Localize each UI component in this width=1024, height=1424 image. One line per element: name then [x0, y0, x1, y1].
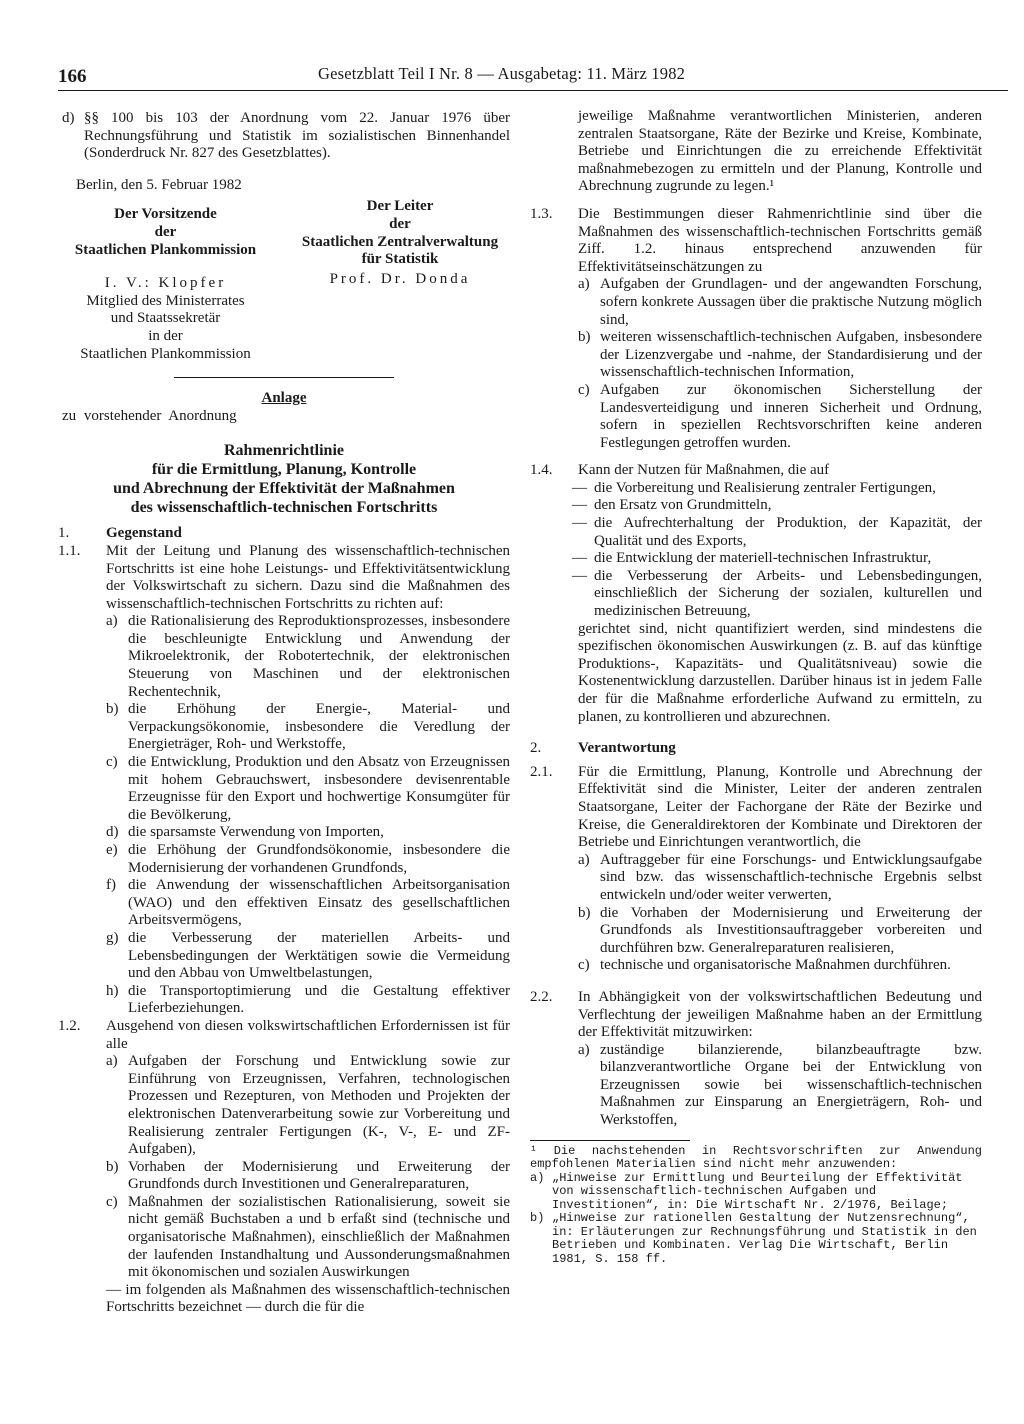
- item-text: die Entwicklung der materiell-technischen Infrastruktur,: [594, 550, 932, 567]
- list-item: [572, 515, 982, 550]
- item-label: —: [572, 479, 587, 496]
- item-text: die Erhöhung der Grundfondsökonomie, insbesondere die Modernisierung der vorhandenen Grundfonds,: [128, 842, 510, 876]
- paragraph-number: 2.1.: [530, 763, 553, 780]
- paragraph-number: 1.3.: [530, 205, 553, 222]
- paragraph-text: In Abhängigkeit von der volkswirtschaftlichen Bedeutung und Verflechtung der jeweiligen Maßnahme haben an der Ermittlung der Effektivität mitzuwirken:: [578, 988, 982, 1041]
- item-label: b): [578, 329, 591, 346]
- paragraph-text: Die Bestimmungen dieser Rahmenrichtlinie sind über die Maßnahmen des wissenschaftlich-technischen Fortschritts gemäß Ziff. 1.2. hinaus entsprechend anzuwenden für Effektivitätseinschätzungen zu: [578, 205, 982, 275]
- item-text: die Erhöhung der Energie-, Material- und Verpackungsökonomie, insbesondere die Veredlung der Energieträger, Roh- und Werkstoffe,: [128, 701, 510, 753]
- section-number: 2.: [530, 740, 542, 757]
- footnote-text: ¹ Die nachstehenden in Rechtsvorschriften zur Anwendung empfohlenen Materialien sind nicht mehr anzuwenden:: [530, 1143, 982, 1172]
- list-item: [106, 701, 510, 754]
- item-label: a): [578, 851, 590, 868]
- signatory-role: Mitglied des Ministerrates: [86, 292, 245, 309]
- item-list: [106, 613, 510, 1018]
- item-text: zuständige bilanzierende, bilanzbeauftragte bzw. bilanzverantwortliche Organe bei der Entwicklung von Erzeugnissen sowie bei wissenschaftlich-technischen Maßnahmen zur Einsparung an Energieträgern, Roh- und Werkstoffen,: [600, 1041, 982, 1129]
- section-title: Gegenstand: [106, 525, 182, 542]
- list-item: [106, 842, 510, 877]
- signature-block: [58, 198, 510, 363]
- item-label: a): [106, 1053, 118, 1070]
- title-line: und Abrechnung der Effektivität der Maßnahmen: [113, 480, 455, 498]
- signature-title: Der Leiter: [366, 198, 434, 215]
- paragraph-text: gerichtet sind, nicht quantifiziert werden, sind mindestens die spezifischen ökonomischen Auswirkungen (z. B. auf das künftige Produktions-, Kapazitäts- und Qualitätsniveau) sowie die Kostenentwicklung darzustellen. Darüber hinaus ist in jedem Falle der für die Maßnahme erforderliche Aufwand zu ermitteln, zu planen, zu kontrollieren und abzurechnen.: [578, 620, 982, 725]
- item-label: c): [578, 957, 590, 974]
- list-item: [106, 754, 510, 824]
- item-text: die sparsamste Verwendung von Importen,: [128, 824, 384, 841]
- list-item: [106, 930, 510, 983]
- signatory-role: Staatlichen Plankommission: [80, 345, 251, 362]
- item-label: c): [106, 1193, 118, 1210]
- paragraph-number: 2.2.: [530, 988, 553, 1005]
- title-line: für die Ermittlung, Planung, Kontrolle: [151, 461, 417, 479]
- list-item: [106, 877, 510, 930]
- paragraph: [530, 462, 982, 480]
- item-label: d): [62, 110, 75, 126]
- paragraph-text: Mit der Leitung und Planung des wissenschaftlich-technischen Fortschritts ist eine hohe Leistungs- und Effektivitätsentwicklung der Volkswirtschaft zu sichern. Dazu sind die Maßnahmen des wissenschaftlich-technischen Fortschritts zu richten auf:: [106, 542, 510, 612]
- running-head: Gesetzblatt Teil I Nr. 8 — Ausgabetag: 11. März 1982: [318, 64, 686, 83]
- list-item: [62, 110, 510, 163]
- item-text: Auftraggeber für eine Forschungs- und Entwicklungsaufgabe sind bzw. das wissenschaftlich-technische Ergebnis selbst entwickeln und/oder weiter verwerten,: [600, 851, 982, 903]
- section-heading: [530, 740, 982, 758]
- dash-list: [572, 480, 982, 621]
- item-text: die Vorhaben der Modernisierung und Erweiterung der Grundfonds als Investitionsauftraggeber vorbereiten und durchführen bzw. Generalreparaturen realisieren,: [600, 904, 982, 956]
- list-item: [572, 480, 982, 498]
- section-divider: [174, 377, 394, 378]
- item-list: [578, 1042, 982, 1130]
- signature-title: Der Vorsitzende: [114, 206, 217, 223]
- title-line: Rahmenrichtlinie: [224, 442, 344, 460]
- item-label: —: [572, 497, 587, 514]
- item-label: a): [106, 613, 118, 630]
- item-label: b): [106, 701, 119, 718]
- list-item: [578, 852, 982, 905]
- item-label: b): [106, 1158, 119, 1175]
- item-text: technische und organisatorische Maßnahmen durchführen.: [600, 957, 951, 974]
- signature-title: Staatlichen Zentralverwaltung: [301, 233, 499, 250]
- item-text: die Vorbereitung und Realisierung zentraler Fertigungen,: [594, 479, 936, 496]
- item-label: e): [106, 842, 118, 858]
- item-text: Aufgaben der Forschung und Entwicklung sowie zur Einführung von Erzeugnissen, Verfahren, technologischen Prozessen und Rezepturen, von Methoden und Projekten der elektronischen Datenverarbeitung sowie zur Vorbereitung und Realisierung zentraler Fertigungen (K-, V-, E- und ZF-Aufgaben),: [128, 1053, 510, 1158]
- item-label: b): [578, 904, 591, 921]
- list-item: [106, 613, 510, 701]
- paragraph: [58, 1018, 510, 1053]
- list-item: [578, 905, 982, 958]
- item-label: c): [578, 381, 590, 398]
- item-text: Aufgaben zur ökonomischen Sicherstellung der Landesverteidigung und inneren Sicherheit und Ordnung, sofern in speziellen Rechtsvorschriften keine anderen Festlegungen getroffen wurden.: [600, 381, 982, 451]
- list-item: [578, 276, 982, 329]
- signature-title: Staatlichen Plankommission: [74, 241, 257, 258]
- header-rule: [58, 90, 1008, 91]
- list-item: [578, 1042, 982, 1130]
- list-item: [572, 550, 982, 568]
- paragraph-text: Kann der Nutzen für Maßnahmen, die auf: [578, 462, 830, 479]
- section-number: 1.: [58, 525, 70, 542]
- list-item: [578, 957, 982, 975]
- item-label: g): [106, 929, 119, 946]
- paragraph-number: 1.4.: [530, 462, 553, 479]
- item-text: die Entwicklung, Produktion und den Absatz von Erzeugnissen mit hohem Gebrauchswert, insbesondere devisenrentable Erzeugnisse für den Export und hochwertige Konsumgüter für die Bevölkerung,: [128, 754, 510, 823]
- list-item: [106, 1053, 510, 1159]
- signature-title: der: [389, 215, 411, 232]
- signature-left: [58, 206, 273, 363]
- list-item: [578, 329, 982, 382]
- item-text: Vorhaben der Modernisierung und Erweiterung der Grundfonds durch Investitionen und Generalreparaturen,: [128, 1158, 510, 1193]
- item-label: f): [106, 877, 116, 894]
- item-text: die Verbesserung der Arbeits- und Lebensbedingungen, einschließlich der Sicherung der sozialen, kulturellen und medizinischen Betreuung,: [594, 567, 982, 620]
- item-label: a): [578, 1041, 590, 1058]
- item-label: —: [572, 567, 587, 584]
- title-line: des wissenschaftlich-technischen Fortschritts: [130, 499, 438, 517]
- item-text: weiteren wissenschaftlich-technischen Aufgaben, insbesondere der Lizenzvergabe und -nahme, der Standardisierung und der wissenschaftlich-technischen Information,: [600, 329, 982, 381]
- place-date: Berlin, den 5. Februar 1982: [76, 176, 242, 193]
- paragraph-number: 1.2.: [58, 1017, 81, 1034]
- document-title: [58, 441, 510, 517]
- signatory-role: in der: [148, 327, 183, 344]
- item-label: h): [106, 982, 119, 999]
- item-list: [578, 276, 982, 452]
- item-text: die Anwendung der wissenschaftlichen Arbeitsorganisation (WAO) und den effektiven Einsatz des gesellschaftlichen Arbeitsvermögens,: [128, 877, 510, 929]
- item-label: c): [106, 754, 118, 771]
- list-item: [578, 382, 982, 452]
- item-label: a): [578, 276, 590, 293]
- section-heading: [58, 525, 510, 543]
- paragraph-text: Für die Ermittlung, Planung, Kontrolle und Abrechnung der Effektivität sind die Minister, Leiter der anderen zentralen Staatsorgane, Leiter der Fachorgane der Räte der Bezirke und Kreise, die Generaldirektoren der Kombinate und Direktoren der Betriebe und Einrichtungen verantwortlich, die: [578, 763, 982, 851]
- paragraph-text: Ausgehend von diesen volkswirtschaftlichen Erfordernissen ist für alle: [106, 1017, 510, 1052]
- signature-title: der: [154, 223, 177, 240]
- signatory-role: und Staatssekretär: [110, 310, 221, 327]
- annex-subheading: zu vorstehender Anordnung: [62, 407, 237, 424]
- footnote-item: [530, 1212, 982, 1266]
- item-text: die Verbesserung der materiellen Arbeits- und Lebensbedingungen der Werktätigen sowie die Vermeidung und den Abbau von Umweltbelastungen,: [128, 929, 510, 982]
- paragraph-text: jeweilige Maßnahme verantwortlichen Ministerien, anderen zentralen Staatsorgane, Räte der Bezirke und Kreise, Kombinate, Betriebe und Einrichtungen die zu erreichende Effektivität maßnahmebezogen zu ermitteln und der Planung, Kontrolle und Abrechnung zugrunde zu legen.¹: [578, 108, 982, 195]
- list-item: [106, 824, 510, 842]
- paragraph-number: 1.1.: [58, 542, 81, 559]
- list-item: [106, 1159, 510, 1194]
- paragraph: [530, 764, 982, 852]
- list-item: [572, 568, 982, 621]
- item-list: [106, 1053, 510, 1317]
- left-column: [58, 110, 510, 1317]
- item-list: [578, 852, 982, 975]
- paragraph: [530, 989, 982, 1042]
- footnote-item-text: „Hinweise zur Ermittlung und Beurteilung der Effektivität von wissenschaftlich-technischen Aufgaben und Investitionen“, in: Die Wirtschaft Nr. 2/1976, Beilage;: [552, 1170, 963, 1212]
- annex-heading: Anlage: [261, 390, 307, 407]
- right-column: [530, 108, 982, 1266]
- item-text: die Transportoptimierung und die Gestaltung effektiver Lieferbeziehungen.: [128, 982, 510, 1017]
- signatory-name: I. V.: Klopfer: [104, 275, 227, 292]
- signature-title: für Statistik: [361, 251, 439, 268]
- item-text: den Ersatz von Grundmitteln,: [594, 497, 772, 514]
- item-text: die Rationalisierung des Reproduktionsprozesses, insbesondere die beschleunigte Entwicklung und Anwendung der Mikroelektronik, der Robotertechnik, der elektronischen Steuerung von Maschinen und der elektronischen Rechentechnik,: [128, 613, 510, 700]
- item-text: Maßnahmen der sozialistischen Rationalisierung, soweit sie nicht gemäß Buchstaben a und b erfaßt sind (technische und organisatorische Maßnahmen), einschließlich der Maßnahmen der laufenden Instandhaltung und Aussonderungsmaßnahmen mit ökonomischen und sozialen Auswirkungen: [128, 1193, 510, 1281]
- paragraph: [58, 543, 510, 613]
- footnote-item: [530, 1172, 982, 1213]
- item-text: die Aufrechterhaltung der Produktion, der Kapazität, der Qualität und des Exports,: [594, 515, 982, 549]
- signature-right: [290, 198, 510, 363]
- signatory-name: Prof. Dr. Donda: [329, 270, 471, 287]
- footnote-item-label: b): [530, 1211, 545, 1226]
- page-number: 166: [58, 66, 87, 87]
- footnote-item-text: „Hinweise zur rationellen Gestaltung der Nutzensrechnung“, in: Erläuterungen zur Rechnungsführung und Statistik in den Betrieben und Kombinaten. Verlag Die Wirtschaft, Berlin 1981, S. 158 ff.: [552, 1211, 977, 1266]
- item-text: Aufgaben der Grundlagen- und der angewandten Forschung, sofern konkrete Aussagen über die praktische Nutzung möglich sind,: [600, 276, 982, 328]
- footnote-item-label: a): [530, 1170, 545, 1185]
- footnote-rule: [530, 1140, 690, 1141]
- paragraph-text: — im folgenden als Maßnahmen des wissenschaftlich-technischen Fortschritts bezeichnet — durch die für die: [106, 1281, 510, 1316]
- item-label: —: [572, 550, 587, 567]
- list-item: [572, 497, 982, 515]
- list-item: [106, 983, 510, 1018]
- item-label: —: [572, 515, 587, 532]
- paragraph: [530, 206, 982, 276]
- item-text: §§ 100 bis 103 der Anordnung vom 22. Januar 1976 über Rechnungsführung und Statistik im sozialistischen Binnenhandel (Sonderdruck Nr. 827 des Gesetzblattes).: [84, 110, 510, 162]
- section-title: Verantwortung: [578, 740, 676, 757]
- list-item: [106, 1194, 510, 1282]
- footnote: [530, 1145, 982, 1267]
- item-label: d): [106, 824, 119, 841]
